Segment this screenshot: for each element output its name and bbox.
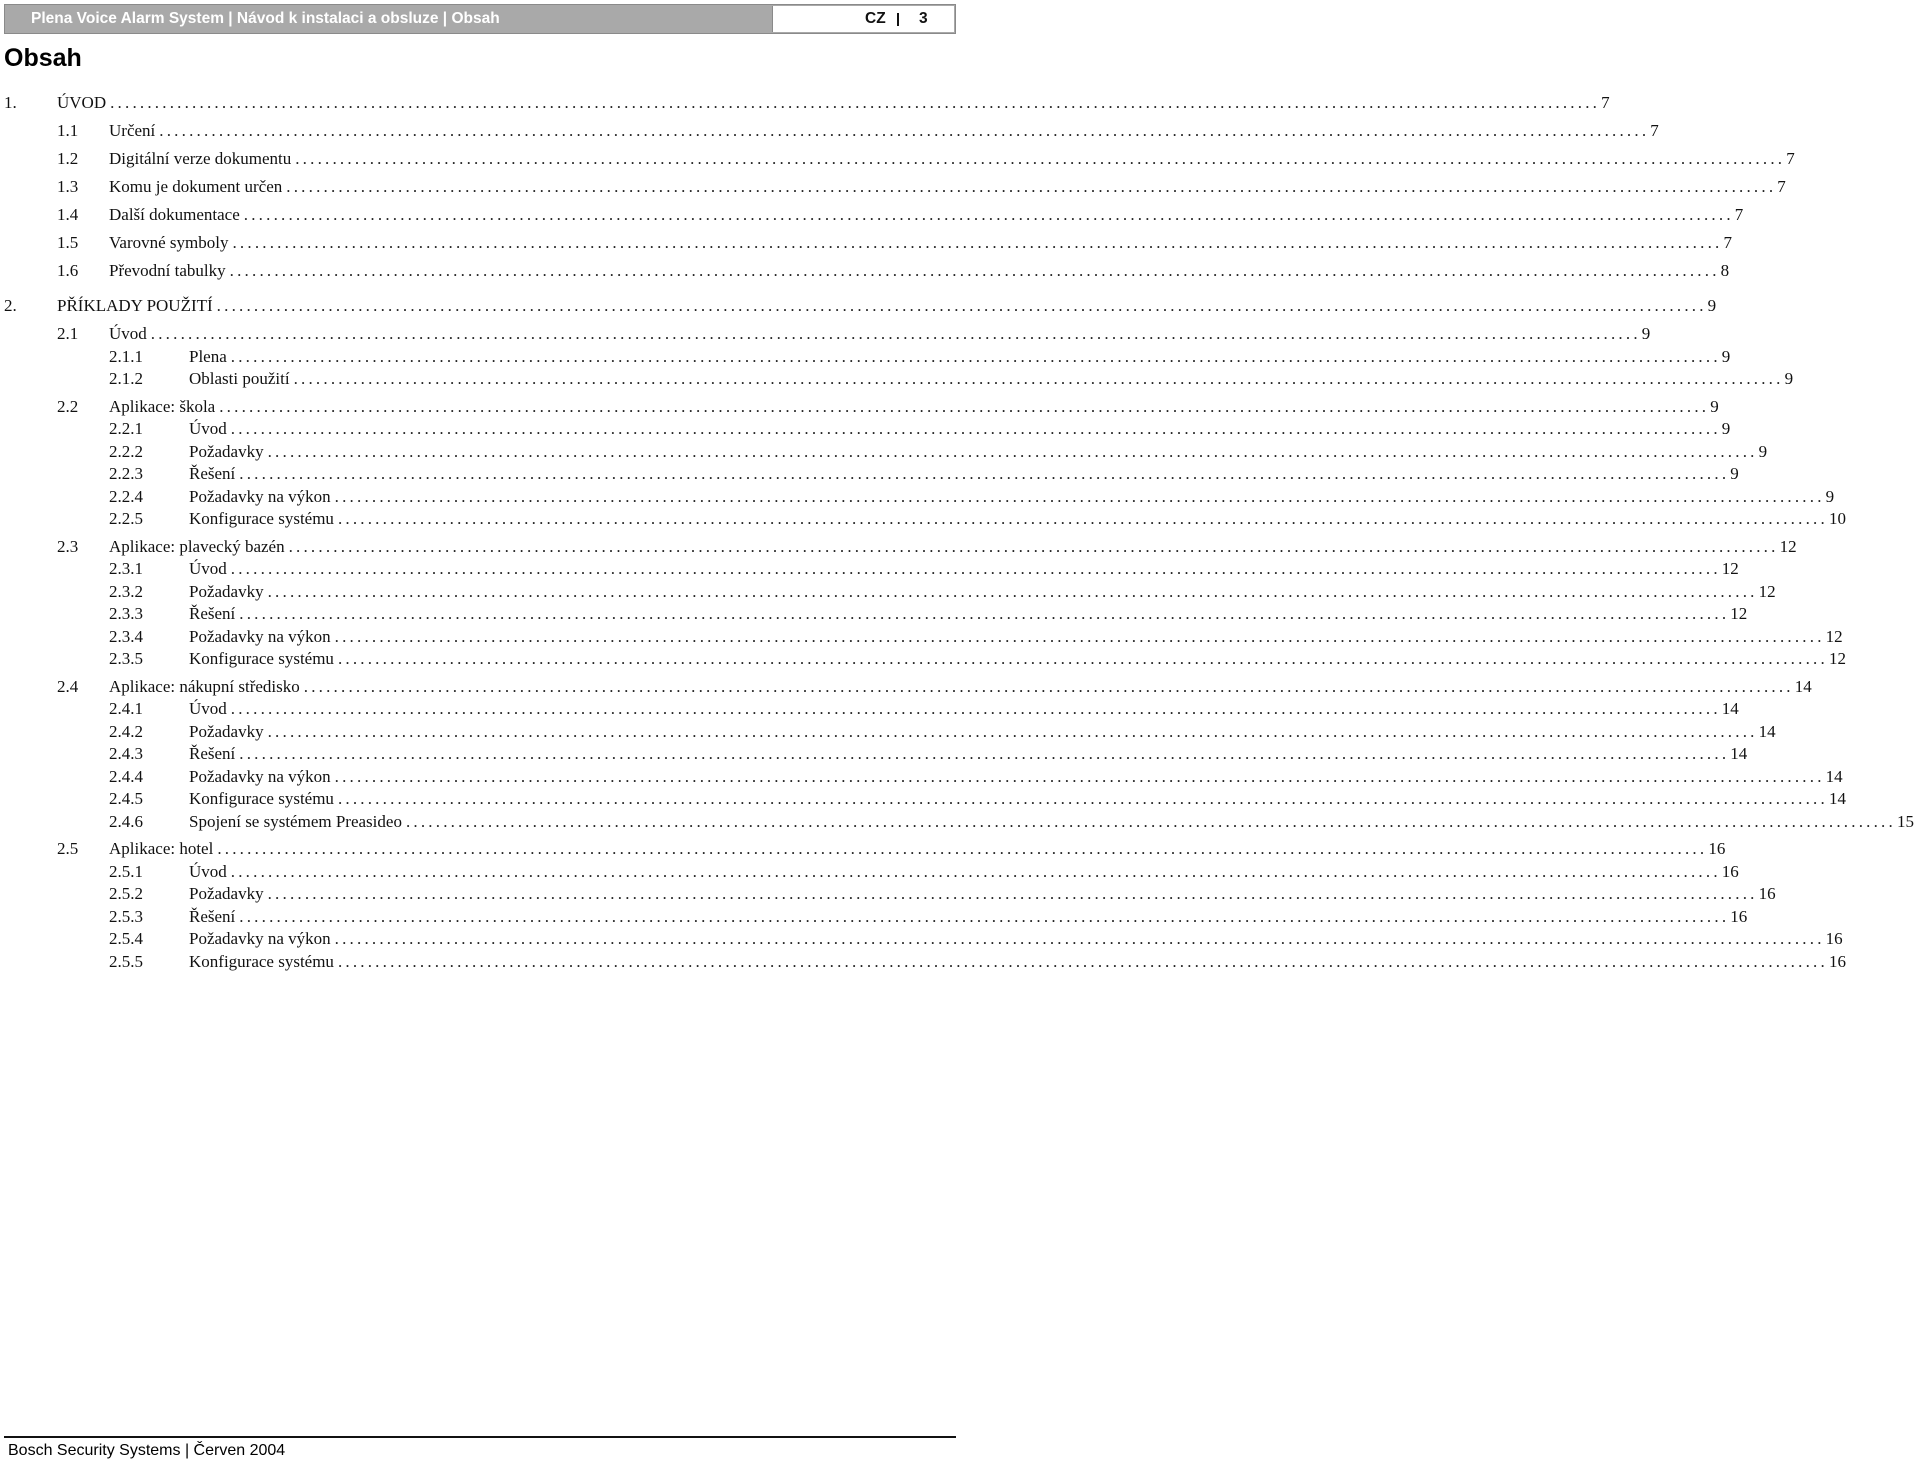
- toc-dot-leader: ........................................................................................................................................................................................................: [219, 397, 1710, 416]
- toc-entry[interactable]: [0, 148, 1795, 170]
- toc-dot-leader: ........................................................................................................................................................................................................: [334, 487, 1825, 506]
- toc-entry-title: Spojení se systémem Preasideo: [189, 812, 402, 831]
- toc-entry-title: Řešení: [189, 604, 236, 623]
- toc-entry[interactable]: [0, 536, 1797, 558]
- page-title: Obsah: [4, 44, 82, 72]
- toc-entry-page: 7: [1786, 149, 1795, 168]
- toc-entry-page: 12: [1825, 627, 1843, 646]
- header-page-number: 3: [919, 10, 928, 27]
- toc-dot-leader: ........................................................................................................................................................................................................: [239, 464, 1730, 483]
- toc-entry-title: Požadavky na výkon: [189, 487, 331, 506]
- toc-entry-page: 14: [1721, 699, 1739, 718]
- header-title: Plena Voice Alarm System | Návod k instalaci a obsluze | Obsah: [31, 10, 500, 27]
- toc-entry-title: Konfigurace systému: [189, 952, 334, 971]
- toc-entry-line: [189, 811, 1914, 833]
- toc-entry-title: Požadavky: [189, 884, 264, 903]
- toc-entry[interactable]: [0, 648, 1846, 670]
- toc-entry-number: 2.1.1: [109, 347, 143, 366]
- running-header: [4, 4, 956, 34]
- toc-entry-title: Požadavky na výkon: [189, 929, 331, 948]
- toc-entry-page: 14: [1794, 677, 1812, 696]
- toc-entry-page: 16: [1730, 907, 1748, 926]
- toc-dot-leader: ........................................................................................................................................................................................................: [230, 862, 1721, 881]
- toc-entry-line: [189, 951, 1846, 973]
- toc-entry-line: [189, 486, 1835, 508]
- toc-entry-line: [109, 148, 1795, 170]
- toc-dot-leader: ........................................................................................................................................................................................................: [243, 205, 1734, 224]
- toc-entry-number: 1.1: [57, 121, 79, 140]
- header-page-box: [772, 6, 954, 32]
- toc-entry-page: 16: [1708, 839, 1726, 858]
- toc-dot-leader: ........................................................................................................................................................................................................: [337, 952, 1828, 971]
- toc-entry[interactable]: [0, 721, 1776, 743]
- toc-entry-line: [189, 861, 1739, 883]
- toc-dot-leader: ........................................................................................................................................................................................................: [239, 604, 1730, 623]
- toc-entry-line: [189, 928, 1843, 950]
- toc-entry-line: [109, 204, 1744, 226]
- toc-entry-page: 16: [1721, 862, 1739, 881]
- toc-entry[interactable]: [0, 204, 1744, 226]
- toc-entry-number: 1.2: [57, 149, 79, 168]
- toc-dot-leader: ........................................................................................................................................................................................................: [337, 509, 1828, 528]
- toc-entry-line: [57, 92, 1610, 114]
- toc-entry-number: 1.3: [57, 177, 79, 196]
- toc-dot-leader: ........................................................................................................................................................................................................: [267, 582, 1758, 601]
- toc-dot-leader: ........................................................................................................................................................................................................: [110, 93, 1601, 112]
- toc-entry-page: 9: [1730, 464, 1739, 483]
- toc-entry-title: Požadavky: [189, 582, 264, 601]
- toc-entry-title: Úvod: [109, 324, 147, 343]
- toc-entry-line: [189, 508, 1846, 530]
- toc-entry-page: 9: [1707, 296, 1717, 315]
- toc-entry-title: Digitální verze dokumentu: [109, 149, 292, 168]
- toc-entry-title: Požadavky na výkon: [189, 767, 331, 786]
- toc-entry-title: Varovné symboly: [109, 233, 229, 252]
- toc-dot-leader: ........................................................................................................................................................................................................: [405, 812, 1896, 831]
- toc-entry-title: Aplikace: plavecký bazén: [109, 537, 285, 556]
- toc-entry[interactable]: [0, 928, 1843, 950]
- toc-entry-line: [189, 558, 1739, 580]
- toc-entry[interactable]: [0, 323, 1651, 345]
- toc-dot-leader: ........................................................................................................................................................................................................: [267, 884, 1758, 903]
- toc-entry-page: 10: [1828, 509, 1846, 528]
- toc-entry[interactable]: [0, 463, 1739, 485]
- toc-entry-line: [189, 418, 1731, 440]
- toc-entry-page: 9: [1825, 487, 1835, 506]
- toc-dot-leader: ........................................................................................................................................................................................................: [216, 296, 1707, 315]
- toc-entry-title: Konfigurace systému: [189, 789, 334, 808]
- toc-entry[interactable]: [0, 120, 1659, 142]
- toc-entry-title: Požadavky: [189, 722, 264, 741]
- toc-entry[interactable]: [0, 581, 1776, 603]
- toc-entry[interactable]: [0, 883, 1776, 905]
- toc-entry-page: 7: [1601, 93, 1610, 112]
- toc-entry-title: Požadavky na výkon: [189, 627, 331, 646]
- toc-entry-title: Požadavky: [189, 442, 264, 461]
- toc-entry-line: [109, 120, 1659, 142]
- toc-dot-leader: ........................................................................................................................................................................................................: [288, 537, 1779, 556]
- toc-entry[interactable]: [0, 508, 1846, 530]
- toc-dot-leader: ........................................................................................................................................................................................................: [293, 369, 1784, 388]
- toc-entry-number: 2.3.4: [109, 627, 143, 646]
- toc-dot-leader: ........................................................................................................................................................................................................: [267, 722, 1758, 741]
- toc-entry-title: Úvod: [189, 559, 227, 578]
- toc-entry[interactable]: [0, 626, 1843, 648]
- toc-entry-number: 2.5.1: [109, 862, 143, 881]
- toc-entry-line: [109, 260, 1730, 282]
- footer-text: Bosch Security Systems | Červen 2004: [8, 1442, 286, 1459]
- toc-entry[interactable]: [0, 698, 1739, 720]
- toc-entry-line: [189, 441, 1768, 463]
- toc-dot-leader: ........................................................................................................................................................................................................: [230, 419, 1721, 438]
- toc-entry[interactable]: [0, 811, 1914, 833]
- toc-entry-line: [189, 648, 1846, 670]
- toc-entry-number: 2.4: [57, 677, 79, 696]
- toc-entry-line: [109, 323, 1651, 345]
- header-language: CZ: [865, 10, 886, 27]
- toc-entry-number: 2.5.5: [109, 952, 143, 971]
- toc-entry[interactable]: [0, 906, 1748, 928]
- toc-entry-title: Převodní tabulky: [109, 261, 226, 280]
- toc-dot-leader: ........................................................................................................................................................................................................: [334, 929, 1825, 948]
- toc-entry-title: Plena: [189, 347, 227, 366]
- toc-entry-number: 2.4.5: [109, 789, 143, 808]
- toc-entry-page: 7: [1777, 177, 1786, 196]
- toc-entry-line: [109, 176, 1786, 198]
- toc-entry-number: 2.4.2: [109, 722, 143, 741]
- toc-entry-title: Řešení: [189, 744, 236, 763]
- toc-entry-page: 7: [1734, 205, 1744, 224]
- toc-entry-number: 2.3: [57, 537, 79, 556]
- toc-entry-title: Aplikace: nákupní středisko: [109, 677, 300, 696]
- toc-entry[interactable]: [0, 951, 1846, 973]
- toc-entry-page: 15: [1896, 812, 1914, 831]
- toc-entry-title: Řešení: [189, 464, 236, 483]
- toc-entry-number: 2.1: [57, 324, 79, 343]
- toc-entry-line: [189, 346, 1731, 368]
- toc-entry-number: 2.5.3: [109, 907, 143, 926]
- toc-dot-leader: ........................................................................................................................................................................................................: [239, 744, 1730, 763]
- toc-entry-line: [189, 743, 1748, 765]
- toc-entry-line: [109, 838, 1726, 860]
- toc-entry-line: [189, 368, 1794, 390]
- toc-dot-leader: ........................................................................................................................................................................................................: [267, 442, 1758, 461]
- toc-entry-page: 16: [1828, 952, 1846, 971]
- toc-entry[interactable]: [0, 92, 1610, 114]
- toc-entry-page: 16: [1825, 929, 1843, 948]
- toc-entry-number: 2.1.2: [109, 369, 143, 388]
- toc-entry-number: 2.4.6: [109, 812, 143, 831]
- toc-entry-line: [109, 232, 1732, 254]
- toc-entry-line: [189, 788, 1846, 810]
- toc-entry-line: [189, 698, 1739, 720]
- toc-dot-leader: ........................................................................................................................................................................................................: [230, 699, 1721, 718]
- toc-entry-line: [57, 295, 1717, 317]
- toc-entry-number: 2.3.1: [109, 559, 143, 578]
- toc-entry-title: Úvod: [189, 419, 227, 438]
- toc-entry[interactable]: [0, 176, 1786, 198]
- toc-entry-page: 9: [1721, 419, 1731, 438]
- toc-entry-page: 9: [1641, 324, 1651, 343]
- toc-dot-leader: ........................................................................................................................................................................................................: [334, 627, 1825, 646]
- toc-entry-number: 2.2.2: [109, 442, 143, 461]
- toc-entry-number: 1.4: [57, 205, 79, 224]
- toc-dot-leader: ........................................................................................................................................................................................................: [286, 177, 1777, 196]
- toc-entry-number: 1.5: [57, 233, 79, 252]
- toc-dot-leader: ........................................................................................................................................................................................................: [229, 261, 1720, 280]
- toc-dot-leader: ........................................................................................................................................................................................................: [159, 121, 1650, 140]
- toc-entry[interactable]: [0, 558, 1739, 580]
- toc-entry-title: Další dokumentace: [109, 205, 240, 224]
- toc-entry-line: [189, 581, 1776, 603]
- toc-entry-title: Konfigurace systému: [189, 509, 334, 528]
- toc-entry-title: Aplikace: hotel: [109, 839, 214, 858]
- toc-entry-page: 16: [1758, 884, 1776, 903]
- toc-entry-line: [109, 676, 1812, 698]
- toc-entry-page: 7: [1650, 121, 1659, 140]
- toc-entry-number: 2.2.5: [109, 509, 143, 528]
- toc-entry-page: 9: [1784, 369, 1794, 388]
- header-separator: [897, 13, 899, 26]
- toc-entry-line: [189, 721, 1776, 743]
- toc-entry[interactable]: [0, 788, 1846, 810]
- toc-dot-leader: ........................................................................................................................................................................................................: [337, 649, 1828, 668]
- toc-entry-number: 2.3.2: [109, 582, 143, 601]
- toc-entry-number: 2.5: [57, 839, 79, 858]
- toc-entry-title: Oblasti použití: [189, 369, 290, 388]
- toc-entry[interactable]: [0, 368, 1794, 390]
- toc-dot-leader: ........................................................................................................................................................................................................: [337, 789, 1828, 808]
- toc-entry-page: 9: [1758, 442, 1768, 461]
- toc-entry-page: 14: [1730, 744, 1748, 763]
- toc-entry-page: 14: [1825, 767, 1843, 786]
- toc-entry[interactable]: [0, 232, 1732, 254]
- toc-entry-page: 12: [1779, 537, 1797, 556]
- toc-entry[interactable]: [0, 486, 1835, 508]
- toc-dot-leader: ........................................................................................................................................................................................................: [303, 677, 1794, 696]
- toc-entry-number: 2.5.4: [109, 929, 143, 948]
- toc-entry-number: 2.2.4: [109, 487, 143, 506]
- toc-entry-number: 2.5.2: [109, 884, 143, 903]
- toc-entry-title: Komu je dokument určen: [109, 177, 283, 196]
- toc-entry-title: Úvod: [189, 862, 227, 881]
- toc-entry[interactable]: [0, 295, 1717, 317]
- toc-entry[interactable]: [0, 743, 1748, 765]
- toc-dot-leader: ........................................................................................................................................................................................................: [217, 839, 1708, 858]
- toc-entry-title: Určení: [109, 121, 156, 140]
- toc-entry-line: [109, 396, 1719, 418]
- toc-entry-number: 2.2.1: [109, 419, 143, 438]
- toc-dot-leader: ........................................................................................................................................................................................................: [295, 149, 1786, 168]
- toc-entry-line: [189, 766, 1843, 788]
- toc-entry-line: [189, 463, 1739, 485]
- toc-entry-title: Úvod: [189, 699, 227, 718]
- toc-entry-page: 8: [1720, 261, 1730, 280]
- toc-entry-line: [109, 536, 1797, 558]
- toc-entry-line: [189, 906, 1748, 928]
- toc-entry-number: 2.2: [57, 397, 79, 416]
- toc-entry[interactable]: [0, 838, 1726, 860]
- toc-dot-leader: ........................................................................................................................................................................................................: [239, 907, 1730, 926]
- toc-entry-title: Řešení: [189, 907, 236, 926]
- toc-entry-page: 14: [1758, 722, 1776, 741]
- toc-dot-leader: ........................................................................................................................................................................................................: [334, 767, 1825, 786]
- toc-entry-page: 7: [1723, 233, 1732, 252]
- toc-entry-title: PŘÍKLADY POUŽITÍ: [57, 296, 213, 315]
- toc-entry-number: 2.3.5: [109, 649, 143, 668]
- toc-entry-number: 1.: [4, 93, 17, 112]
- toc-entry-title: Aplikace: škola: [109, 397, 216, 416]
- toc-entry-number: 2.4.4: [109, 767, 143, 786]
- toc-entry-page: 14: [1828, 789, 1846, 808]
- toc-entry[interactable]: [0, 766, 1843, 788]
- toc-entry[interactable]: [0, 861, 1739, 883]
- toc-entry-number: 2.2.3: [109, 464, 143, 483]
- toc-entry[interactable]: [0, 603, 1748, 625]
- toc-entry[interactable]: [0, 346, 1731, 368]
- toc-entry-number: 2.4.1: [109, 699, 143, 718]
- toc-entry-line: [189, 626, 1843, 648]
- toc-dot-leader: ........................................................................................................................................................................................................: [230, 559, 1721, 578]
- toc-entry[interactable]: [0, 396, 1719, 418]
- toc-entry[interactable]: [0, 418, 1731, 440]
- toc-entry-number: 2.4.3: [109, 744, 143, 763]
- toc-entry[interactable]: [0, 676, 1812, 698]
- toc-entry[interactable]: [0, 260, 1730, 282]
- toc-entry-number: 1.6: [57, 261, 79, 280]
- footer-rule: [4, 1436, 956, 1438]
- toc-entry-number: 2.3.3: [109, 604, 143, 623]
- toc-entry-page: 12: [1758, 582, 1776, 601]
- toc-entry-line: [189, 883, 1776, 905]
- toc-entry-page: 9: [1721, 347, 1731, 366]
- toc-entry-title: ÚVOD: [57, 93, 107, 112]
- toc-dot-leader: ........................................................................................................................................................................................................: [232, 233, 1723, 252]
- toc-dot-leader: ........................................................................................................................................................................................................: [230, 347, 1721, 366]
- toc-entry-page: 12: [1721, 559, 1739, 578]
- toc-entry-line: [189, 603, 1748, 625]
- toc-entry-page: 12: [1730, 604, 1748, 623]
- toc-entry-number: 2.: [4, 296, 17, 315]
- toc-entry-page: 12: [1828, 649, 1846, 668]
- toc-entry[interactable]: [0, 441, 1768, 463]
- toc-dot-leader: ........................................................................................................................................................................................................: [150, 324, 1641, 343]
- toc-entry-page: 9: [1710, 397, 1719, 416]
- toc-entry-title: Konfigurace systému: [189, 649, 334, 668]
